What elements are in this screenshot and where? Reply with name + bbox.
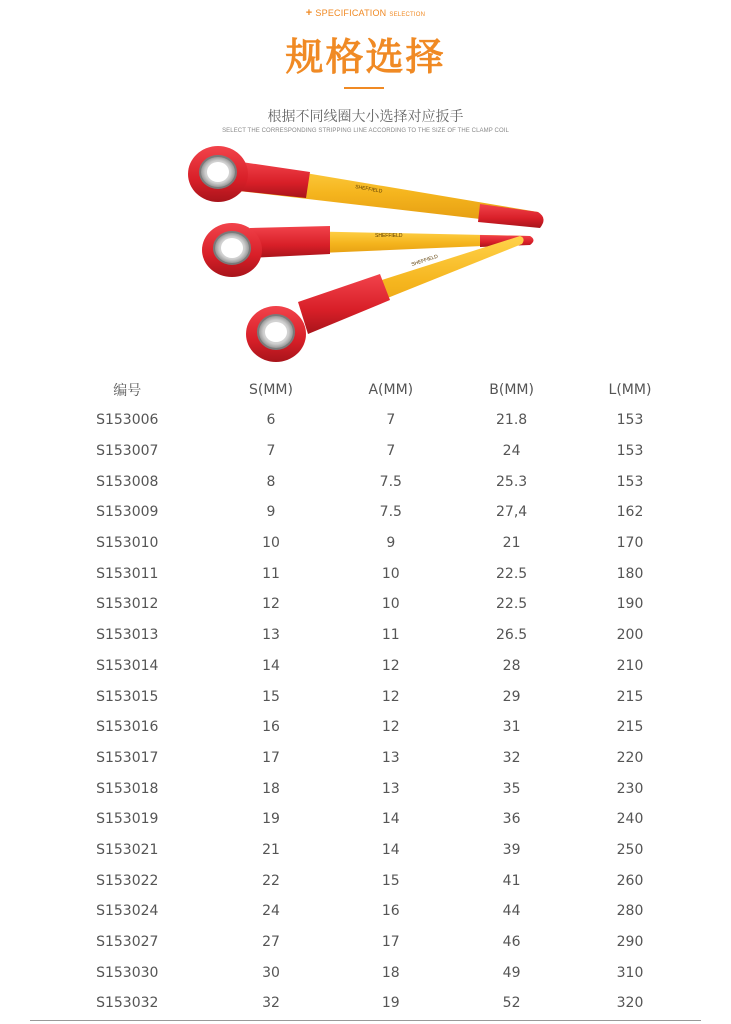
cell-b: 32 (502, 749, 521, 766)
cell-a: 7 (386, 412, 396, 429)
cell-a: 7.5 (379, 473, 402, 490)
cell-a: 13 (381, 749, 400, 766)
cell-code: S153006 (96, 412, 159, 429)
spec-table (43, 374, 688, 1019)
column-header-l: L(MM) (608, 381, 652, 398)
page-title: 规格选择 (285, 35, 446, 79)
cell-code: S153011 (96, 565, 159, 582)
table-row (43, 528, 688, 559)
cell-l: 210 (616, 657, 644, 674)
cell-s: 8 (266, 473, 276, 490)
cell-l: 250 (616, 841, 644, 858)
wrench-brand-bottom: SHEFFIELD (410, 253, 439, 268)
cell-b: 27,4 (496, 504, 528, 521)
cell-code: S153022 (96, 872, 159, 889)
cell-code: S153021 (96, 841, 159, 858)
cell-l: 170 (616, 535, 644, 552)
cell-code: S153032 (96, 995, 159, 1012)
cell-a: 14 (381, 841, 400, 858)
cell-s: 18 (262, 780, 280, 797)
cell-a: 7.5 (379, 504, 402, 521)
cell-b: 29 (502, 688, 521, 705)
wrench-brand-middle: SHEFFIELD (375, 233, 403, 239)
cell-s: 21 (262, 841, 280, 858)
cell-code: S153007 (96, 443, 159, 460)
cell-code: S153019 (96, 811, 159, 828)
cell-b: 26.5 (496, 627, 528, 644)
cell-a: 13 (381, 780, 400, 797)
table-row (43, 620, 688, 651)
section-kicker (0, 7, 731, 19)
bottom-divider (30, 1020, 701, 1021)
cell-b: 36 (502, 811, 521, 828)
cell-s: 19 (262, 811, 280, 828)
cell-code: S153030 (96, 964, 159, 981)
cell-b: 25.3 (496, 473, 528, 490)
cell-b: 52 (502, 995, 521, 1012)
column-header-code: 编号 (113, 382, 142, 399)
wrench-brand-top: SHEFFIELD (354, 184, 383, 195)
cell-s: 32 (262, 995, 280, 1012)
column-header-b: B(MM) (489, 381, 534, 398)
cell-a: 10 (381, 596, 400, 613)
cell-code: S153010 (96, 535, 159, 552)
cell-code: S153024 (96, 903, 159, 920)
column-header-a: A(MM) (368, 381, 414, 398)
cell-s: 22 (262, 872, 280, 889)
cell-l: 310 (616, 964, 644, 981)
kicker-small-text: SELECTION (389, 12, 426, 18)
column-header-s: S(MM) (249, 381, 293, 398)
table-row (43, 405, 688, 436)
table-row (43, 865, 688, 896)
cell-s: 27 (262, 934, 280, 951)
cell-l: 190 (616, 596, 644, 613)
cell-b: 22.5 (496, 596, 528, 613)
cell-l: 230 (616, 780, 644, 797)
cell-b: 21 (502, 535, 521, 552)
table-row (43, 712, 688, 743)
cell-l: 153 (616, 412, 644, 429)
wrench-top (188, 146, 544, 228)
cell-code: S153014 (96, 657, 159, 674)
table-row (43, 466, 688, 497)
cell-s: 10 (262, 535, 280, 552)
cell-b: 44 (502, 903, 521, 920)
cell-l: 215 (616, 688, 644, 705)
table-row (43, 558, 688, 589)
cell-a: 7 (386, 443, 396, 460)
cell-s: 9 (266, 504, 276, 521)
cell-l: 240 (616, 811, 644, 828)
cell-a: 16 (381, 903, 400, 920)
cell-l: 200 (616, 627, 644, 644)
cell-l: 153 (616, 443, 644, 460)
table-body (43, 405, 688, 1019)
cell-b: 24 (502, 443, 521, 460)
cell-l: 153 (616, 473, 644, 490)
cell-a: 17 (381, 934, 400, 951)
cell-a: 12 (381, 657, 400, 674)
cell-s: 30 (262, 964, 280, 981)
table-header-row (43, 374, 688, 405)
cell-a: 14 (381, 811, 400, 828)
cell-a: 15 (381, 872, 400, 889)
subtitle: 根据不同线圈大小选择对应扳手 (267, 109, 464, 125)
cell-code: S153018 (96, 780, 159, 797)
cell-b: 28 (502, 657, 521, 674)
cell-code: S153012 (96, 596, 159, 613)
cell-l: 215 (616, 719, 644, 736)
subtitle-english: SELECT THE CORRESPONDING STRIPPING LINE ACCORDING TO THE SIZE OF THE CLAMP COIL (222, 128, 509, 134)
cell-code: S153009 (96, 504, 159, 521)
cell-a: 19 (381, 995, 400, 1012)
cell-code: S153016 (96, 719, 159, 736)
cell-b: 35 (502, 780, 521, 797)
table-row (43, 497, 688, 528)
cell-a: 11 (381, 627, 400, 644)
table-row (43, 681, 688, 712)
table-row (43, 651, 688, 682)
cell-b: 39 (502, 841, 521, 858)
table-row (43, 743, 688, 774)
cell-s: 16 (262, 719, 280, 736)
cell-l: 162 (616, 504, 644, 521)
cell-l: 320 (616, 995, 644, 1012)
cell-l: 260 (616, 872, 644, 889)
cell-s: 11 (262, 565, 280, 582)
cell-b: 21.8 (496, 412, 528, 429)
cell-a: 18 (381, 964, 400, 981)
cell-s: 6 (266, 412, 276, 429)
table-row (43, 773, 688, 804)
table-row (43, 988, 688, 1019)
table-row (43, 957, 688, 988)
cell-l: 180 (616, 565, 644, 582)
cell-s: 14 (262, 657, 280, 674)
cell-code: S153027 (96, 934, 159, 951)
cell-l: 220 (616, 749, 644, 766)
cell-code: S153017 (96, 749, 159, 766)
cell-b: 49 (502, 964, 521, 981)
cell-b: 31 (502, 719, 521, 736)
kicker-text: SPECIFICATION (315, 8, 387, 18)
table-row (43, 896, 688, 927)
cell-l: 280 (616, 903, 644, 920)
cell-b: 46 (502, 934, 521, 951)
cell-l: 290 (616, 934, 644, 951)
table-row (43, 835, 688, 866)
table-row (43, 927, 688, 958)
cell-a: 10 (381, 565, 400, 582)
cell-a: 12 (381, 688, 400, 705)
table-row (43, 804, 688, 835)
cell-s: 13 (262, 627, 280, 644)
cell-s: 7 (266, 443, 276, 460)
table-row (43, 589, 688, 620)
cell-s: 12 (262, 596, 280, 613)
cell-a: 12 (381, 719, 400, 736)
cell-s: 24 (262, 903, 280, 920)
wrench-product-image (180, 138, 550, 368)
cell-b: 22.5 (496, 565, 528, 582)
cell-s: 15 (262, 688, 280, 705)
cell-code: S153013 (96, 627, 159, 644)
plus-icon: + (305, 7, 313, 19)
cell-code: S153008 (96, 473, 159, 490)
cell-s: 17 (262, 749, 280, 766)
table-row (43, 436, 688, 467)
cell-code: S153015 (96, 688, 159, 705)
cell-a: 9 (386, 535, 396, 552)
title-underline (344, 87, 384, 89)
cell-b: 41 (502, 872, 521, 889)
